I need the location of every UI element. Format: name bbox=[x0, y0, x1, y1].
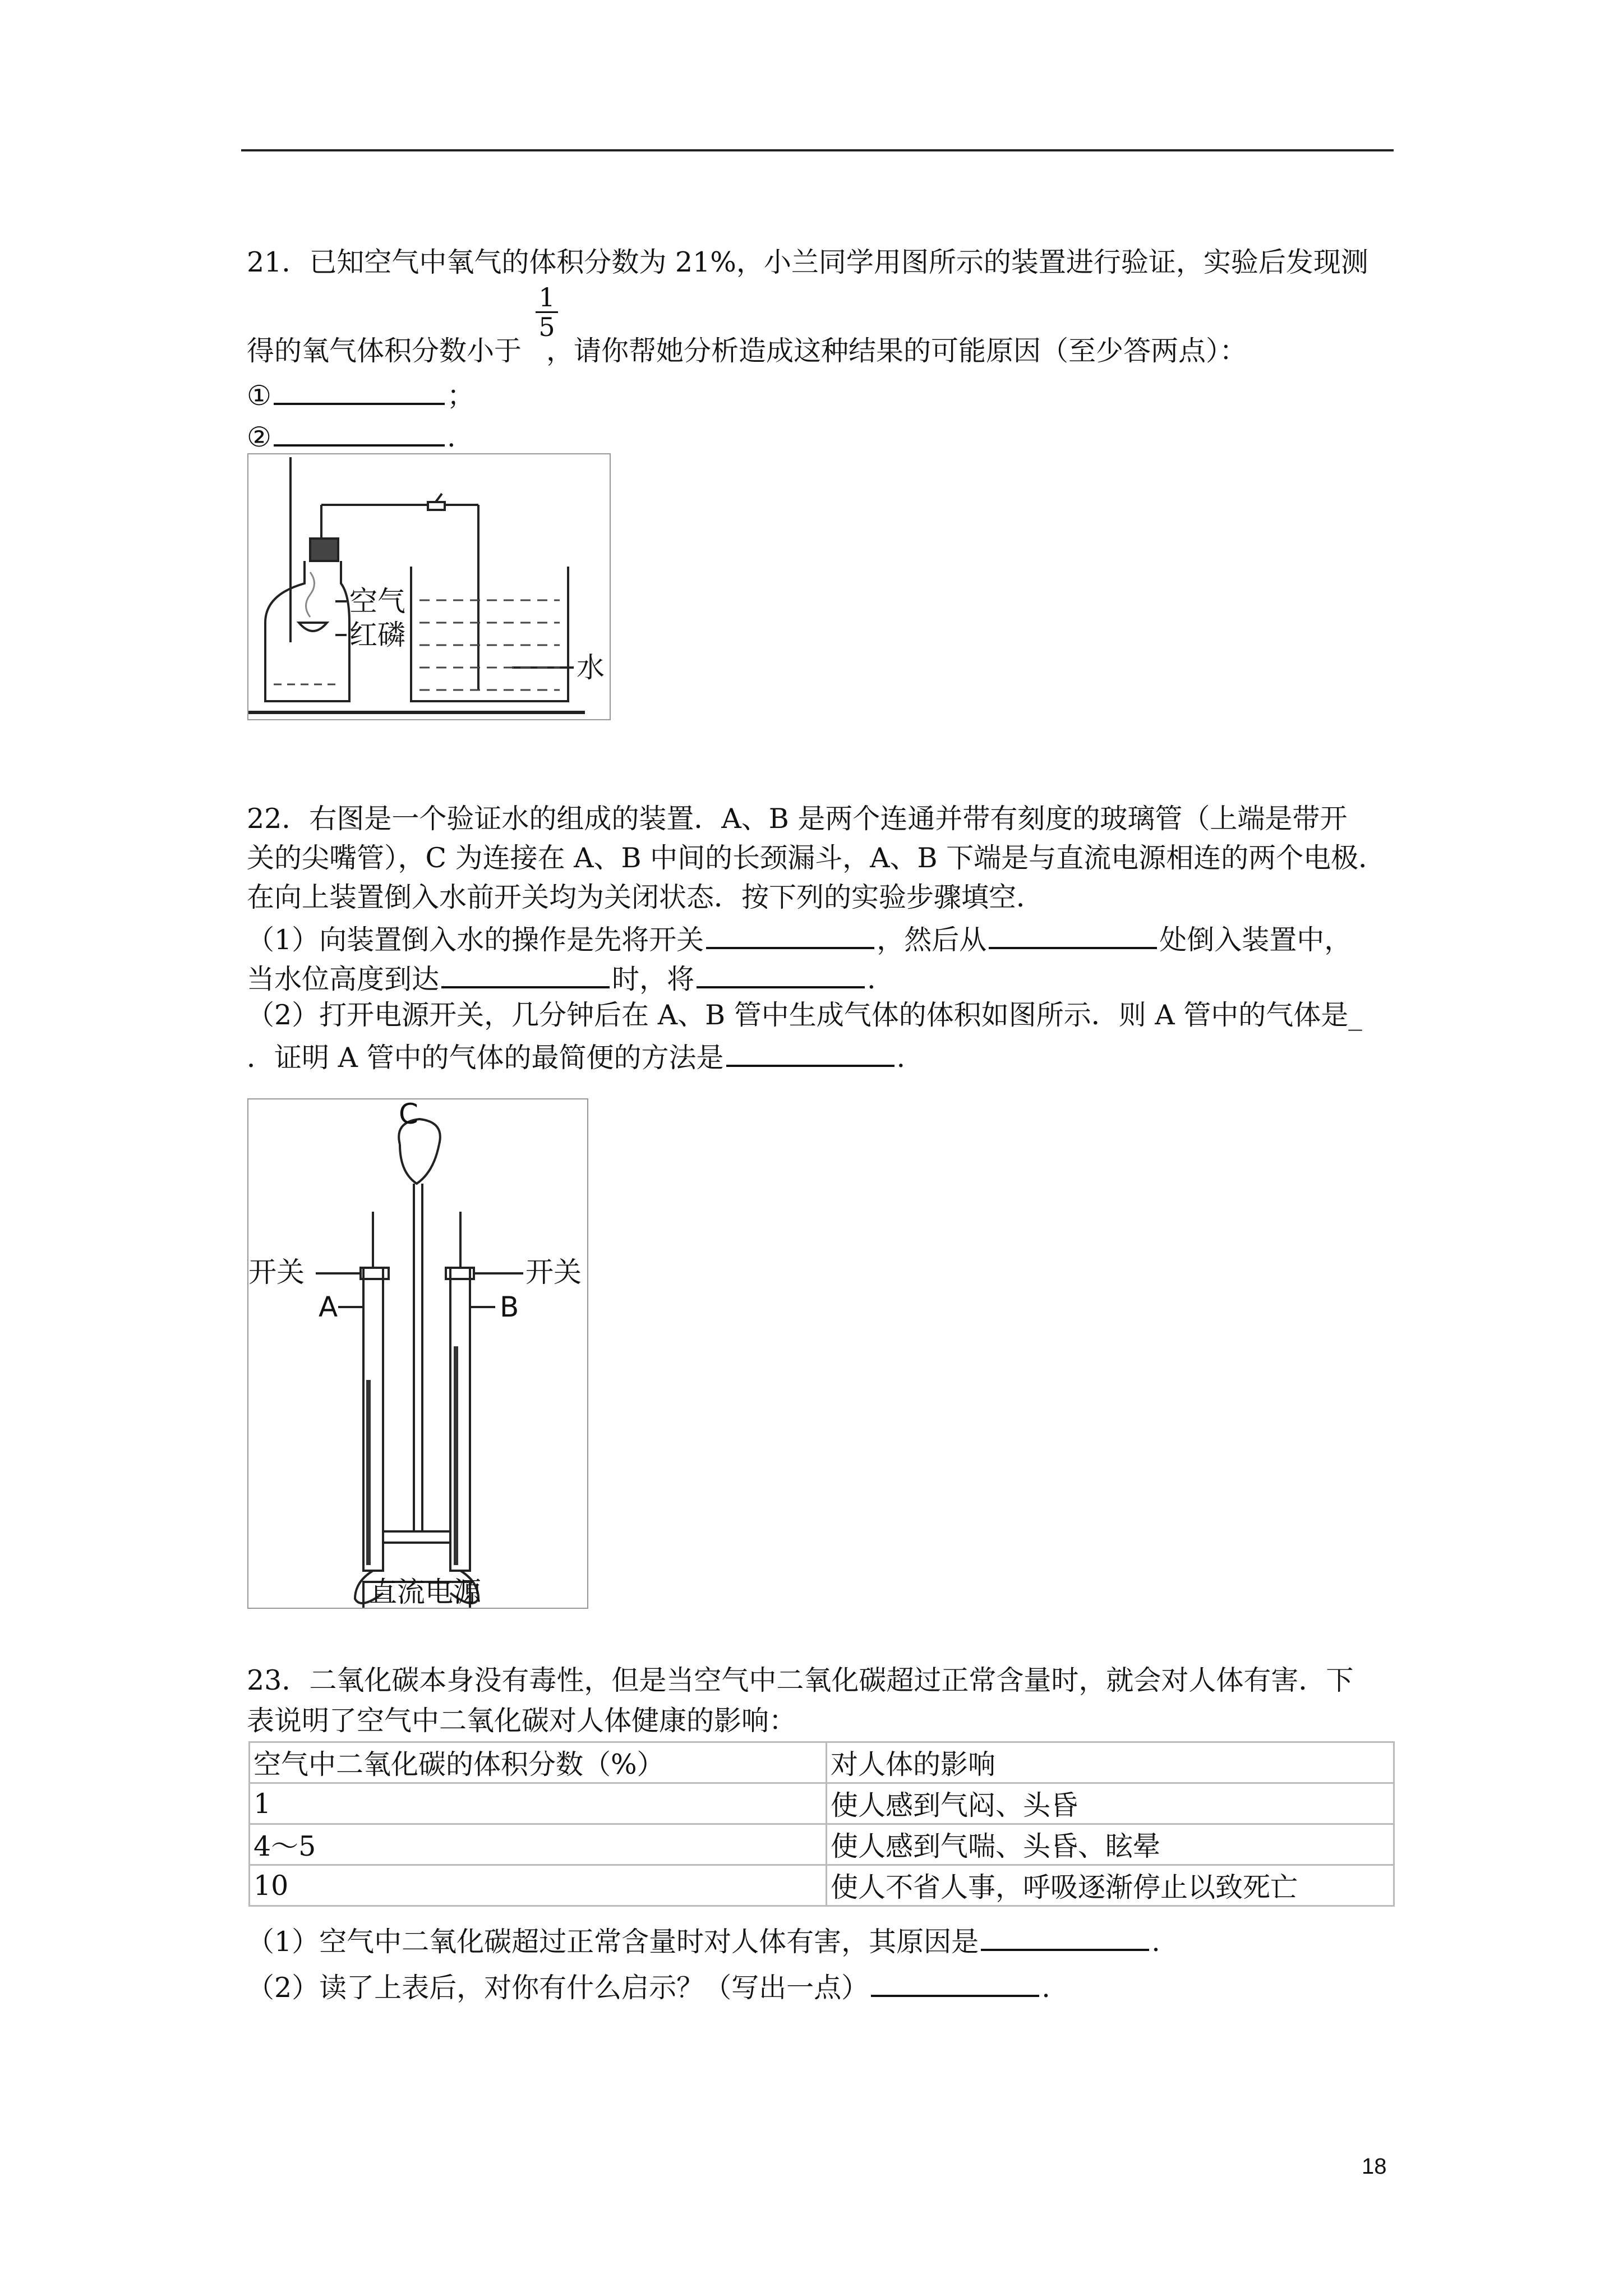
text-segment: （1）向装置倒入水的操作是先将开关 bbox=[247, 924, 704, 956]
text-segment: 时，将 bbox=[612, 963, 695, 995]
scale-b bbox=[454, 1346, 458, 1565]
item-marker: ① bbox=[247, 380, 271, 412]
table-cell: 使人感到气喘、头昏、眩晕 bbox=[827, 1824, 1394, 1865]
answer-blank[interactable] bbox=[981, 1923, 1149, 1951]
q21-answer-2 bbox=[247, 418, 456, 453]
co2-health-table bbox=[248, 1741, 1395, 1907]
table-header-cell: 对人体的影响 bbox=[827, 1742, 1394, 1783]
text-segment: . bbox=[896, 1042, 906, 1074]
text-segment: ，然后从 bbox=[877, 924, 987, 956]
tube-b bbox=[450, 1268, 470, 1571]
text-segment: （2）读了上表后，对你有什么启示？（写出一点） bbox=[247, 1972, 869, 2004]
q22-line1: 22．右图是一个验证水的组成的装置．A、B 是两个连通并带有刻度的玻璃管（上端是带开 bbox=[247, 803, 1348, 835]
label-switch-right: 开关 bbox=[525, 1256, 582, 1289]
label-b: B bbox=[500, 1291, 519, 1323]
item-end: . bbox=[446, 421, 456, 453]
text-segment: . bbox=[867, 963, 876, 995]
q21-apparatus-figure bbox=[247, 453, 611, 720]
switch-a bbox=[361, 1268, 389, 1279]
label-water: 水 bbox=[577, 651, 605, 684]
q21-apparatus-drawing bbox=[248, 454, 610, 719]
table-cell: 使人不省人事，呼吸逐渐停止以致死亡 bbox=[827, 1865, 1394, 1906]
answer-blank[interactable] bbox=[274, 377, 445, 405]
jar-outline bbox=[265, 561, 349, 701]
q22-step1-line2 bbox=[247, 960, 876, 995]
q22-step2-line2 bbox=[247, 1039, 905, 1074]
answer-blank[interactable] bbox=[706, 921, 874, 949]
label-dc-power: 直流电源 bbox=[369, 1576, 481, 1608]
header-rule bbox=[241, 149, 1394, 151]
page-number: 18 bbox=[1362, 2154, 1387, 2179]
q21-fraction bbox=[536, 283, 558, 341]
stopper bbox=[310, 539, 338, 561]
combustion-spoon bbox=[299, 623, 327, 631]
fraction-numerator: 1 bbox=[536, 283, 558, 313]
table-cell: 使人感到气闷、头昏 bbox=[827, 1783, 1394, 1824]
answer-blank[interactable] bbox=[989, 921, 1157, 949]
label-a: A bbox=[319, 1291, 338, 1323]
q23-question1 bbox=[247, 1923, 1160, 1958]
answer-blank[interactable] bbox=[274, 418, 445, 447]
answer-blank[interactable] bbox=[871, 1969, 1039, 1997]
label-air: 空气 bbox=[349, 585, 405, 618]
fraction-denominator: 5 bbox=[538, 312, 555, 342]
answer-blank[interactable] bbox=[441, 960, 610, 988]
item-marker: ② bbox=[247, 421, 271, 453]
q22-line2: 关的尖嘴管），C 为连接在 A、B 中间的长颈漏斗，A、B 下端是与直流电源相连的两个电极． bbox=[247, 842, 1386, 874]
q22-step2-line1: （2）打开电源开关，几分钟后在 A、B 管中生成气体的体积如图所示．则 A 管中的气体是_ bbox=[247, 999, 1362, 1031]
table-row bbox=[250, 1865, 1394, 1906]
q21-line2-a: 得的氧气体积分数小于 bbox=[247, 335, 522, 367]
label-switch-left: 开关 bbox=[248, 1256, 305, 1289]
table-cell: 4～5 bbox=[250, 1824, 827, 1865]
q23-line1: 23．二氧化碳本身没有毒性，但是当空气中二氧化碳超过正常含量时，就会对人体有害．下 bbox=[247, 1664, 1354, 1696]
table-cell: 1 bbox=[250, 1783, 827, 1824]
table-header-row bbox=[250, 1742, 1394, 1783]
table-row bbox=[250, 1824, 1394, 1865]
label-red-phosphorus: 红磷 bbox=[349, 619, 405, 651]
answer-blank[interactable] bbox=[726, 1039, 895, 1067]
smoke-icon bbox=[306, 572, 315, 617]
text-segment: . bbox=[1041, 1972, 1050, 2004]
q22-step1-line1 bbox=[247, 921, 1352, 956]
q21-answer-1 bbox=[247, 377, 474, 412]
beaker-outline bbox=[411, 567, 568, 701]
text-segment: （1）空气中二氧化碳超过正常含量时对人体有害，其原因是 bbox=[247, 1926, 979, 1958]
q22-electrolysis-figure bbox=[247, 1098, 588, 1609]
funnel-bowl bbox=[400, 1144, 439, 1184]
table-row bbox=[250, 1783, 1394, 1824]
table-header-cell: 空气中二氧化碳的体积分数（%） bbox=[250, 1742, 827, 1783]
q23-line2: 表说明了空气中二氧化碳对人体健康的影响： bbox=[247, 1705, 797, 1737]
answer-blank[interactable] bbox=[697, 960, 865, 988]
q21-line2-b: ，请你帮她分析造成这种结果的可能原因（至少答两点）： bbox=[546, 335, 1247, 367]
q23-question2 bbox=[247, 1969, 1050, 2004]
clamp bbox=[428, 502, 445, 510]
label-c: C bbox=[399, 1098, 418, 1130]
text-segment: 当水位高度到达 bbox=[247, 963, 440, 995]
q22-electrolysis-drawing bbox=[248, 1099, 587, 1608]
table-cell: 10 bbox=[250, 1865, 827, 1906]
q22-line3: 在向上装置倒入水前开关均为关闭状态．按下列的实验步骤填空． bbox=[247, 881, 1044, 913]
text-segment: ．证明 A 管中的气体的最简便的方法是 bbox=[247, 1042, 724, 1074]
q21-line2 bbox=[247, 335, 1247, 367]
scale-a bbox=[366, 1380, 371, 1565]
q21-line1: 21．已知空气中氧气的体积分数为 21%，小兰同学用图所示的装置进行验证，实验后发现测 bbox=[247, 246, 1368, 278]
text-segment: . bbox=[1151, 1926, 1160, 1958]
text-segment: 处倒入装置中， bbox=[1159, 924, 1352, 956]
item-end: ； bbox=[446, 380, 474, 412]
